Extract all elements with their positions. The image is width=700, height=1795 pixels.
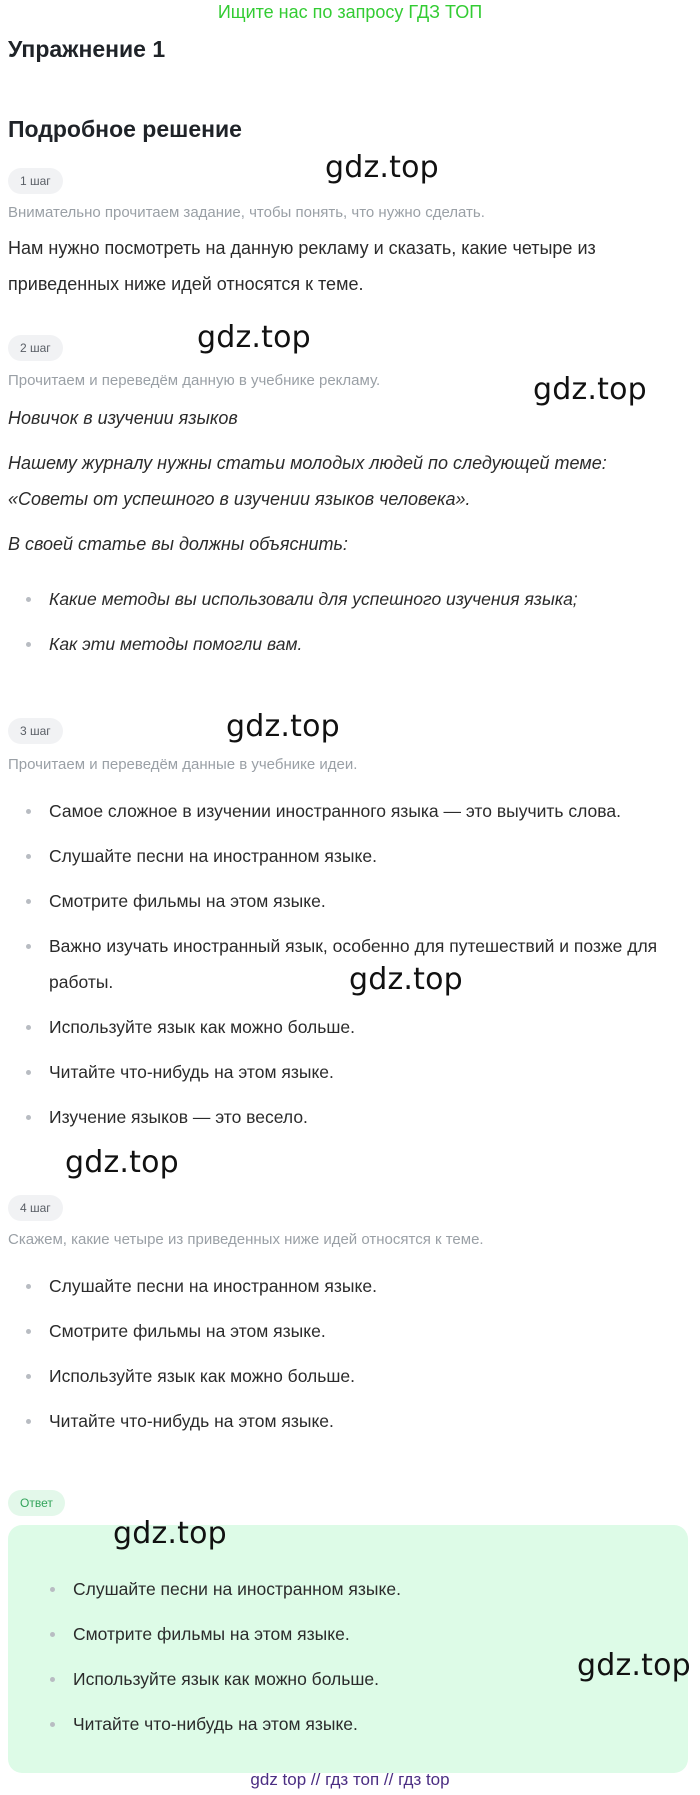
top-banner[interactable]: Ищите нас по запросу ГДЗ ТОП [217,2,483,22]
ad-title: Новичок в изучении языков [8,408,238,428]
list-item: Смотрите фильмы на этом языке. [24,1616,664,1652]
page-title: Упражнение 1 [8,36,166,62]
watermark: gdz.top [349,962,463,997]
list-item: Используйте язык как можно больше. [0,1009,690,1045]
step-2-badge: 2 шаг [8,335,63,361]
list-item: Слушайте песни на иностранном языке. [24,1571,664,1607]
watermark: gdz.top [226,709,340,744]
ad-text: Нашему журналу нужны статьи молодых людей по следующей теме: «Советы от успешного в изучении языков человека». [8,453,607,509]
footer-links[interactable]: gdz top // гдз топ // гдз top [250,1770,450,1789]
step-1-badge: 1 шаг [8,168,63,194]
list-item: Самое сложное в изучении иностранного языка — это выучить слова. [0,793,690,829]
ad-explain: В своей статье вы должны объяснить: [8,534,348,554]
step-2-list [0,581,690,671]
step-4-list [0,1268,690,1448]
answer-badge: Ответ [8,1490,65,1516]
list-item: Читайте что-нибудь на этом языке. [0,1054,690,1090]
list-item: Важно изучать иностранный язык, особенно для путешествий и позже для работы. [0,928,669,1000]
list-item: Используйте язык как можно больше. [24,1661,664,1697]
watermark: gdz.top [325,150,439,185]
answer-list [24,1571,664,1751]
list-item: Используйте язык как можно больше. [0,1358,690,1394]
step-3-hint: Прочитаем и переведём данные в учебнике идеи. [8,756,358,773]
step-3-list [0,793,690,1144]
step-2-hint: Прочитаем и переведём данную в учебнике рекламу. [8,372,381,389]
section-title: Подробное решение [8,116,242,142]
watermark: gdz.top [577,1648,691,1683]
list-item: Читайте что-нибудь на этом языке. [24,1706,664,1742]
step-4-badge: 4 шаг [8,1195,63,1221]
watermark: gdz.top [197,320,311,355]
step-1-hint: Внимательно прочитаем задание, чтобы понять, что нужно сделать. [8,204,485,221]
list-item: Изучение языков — это весело. [0,1099,690,1135]
step-1-text: Нам нужно посмотреть на данную рекламу и сказать, какие четыре из приведенных ниже идей относятся к теме. [8,238,596,294]
list-item: Смотрите фильмы на этом языке. [0,1313,690,1349]
list-item: Слушайте песни на иностранном языке. [0,838,690,874]
list-item: Смотрите фильмы на этом языке. [0,883,690,919]
list-item: Какие методы вы использовали для успешного изучения языка; [0,581,690,617]
watermark: gdz.top [533,372,647,407]
list-item: Как эти методы помогли вам. [0,626,690,662]
list-item: Слушайте песни на иностранном языке. [0,1268,690,1304]
step-3-badge: 3 шаг [8,718,63,744]
list-item: Читайте что-нибудь на этом языке. [0,1403,690,1439]
watermark: gdz.top [65,1145,179,1180]
watermark: gdz.top [113,1516,227,1551]
step-4-hint: Скажем, какие четыре из приведенных ниже идей относятся к теме. [8,1231,484,1248]
